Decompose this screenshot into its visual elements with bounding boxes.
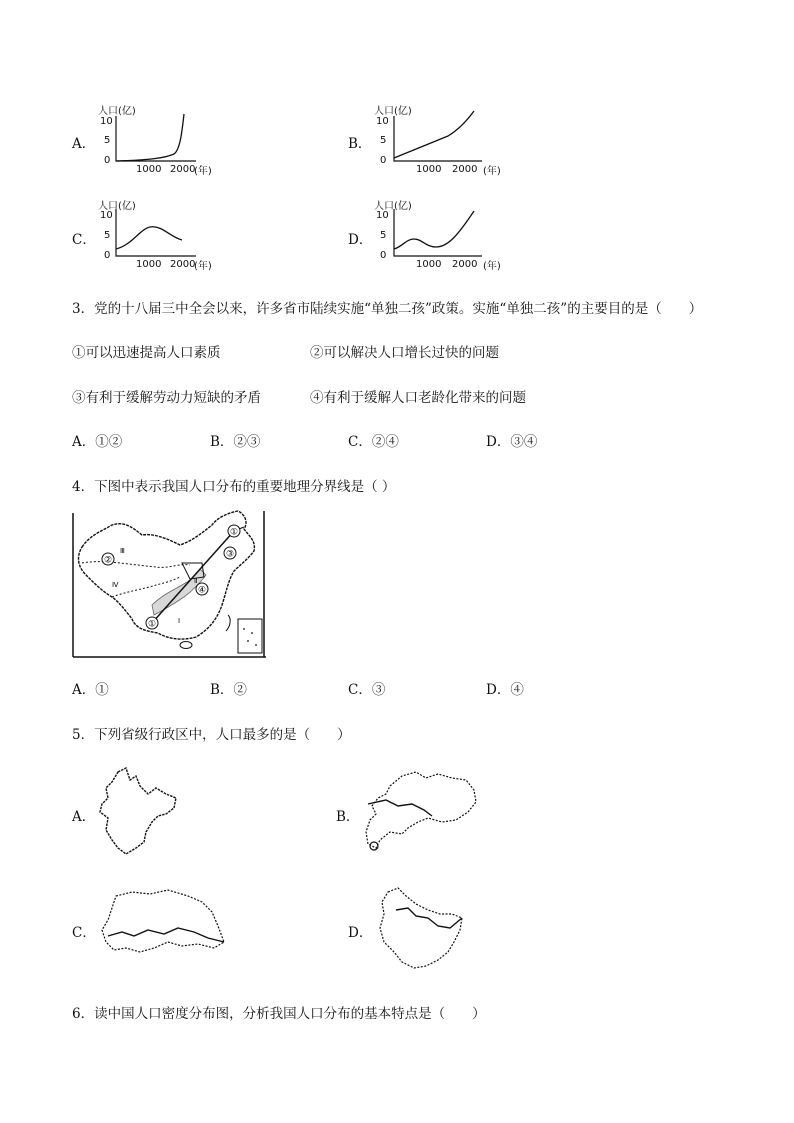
china-population-map <box>72 505 268 660</box>
region-label-4: Ⅳ <box>112 581 119 589</box>
y-tick: 10 <box>100 210 113 221</box>
y-tick: 0 <box>380 155 387 166</box>
x-tick: 2000 <box>170 259 196 270</box>
region-label-1: Ⅰ <box>178 617 181 625</box>
option-b[interactable]: B． <box>336 809 360 825</box>
option-label: B． <box>348 136 372 152</box>
option-label: C． <box>72 232 96 248</box>
option-a[interactable]: A．①② <box>72 434 123 450</box>
region-label-2: Ⅱ <box>194 577 198 585</box>
y-axis-label: 人口(亿) <box>374 106 412 117</box>
y-axis-label: 人口(亿) <box>98 106 136 117</box>
x-unit: (年) <box>194 166 212 177</box>
question-5-stem: 5．下列省级行政区中，人口最多的是（ ） <box>72 727 351 743</box>
y-tick: 10 <box>376 210 389 221</box>
x-tick: 1000 <box>416 164 442 175</box>
y-axis-label: 人口(亿) <box>98 201 136 212</box>
y-tick: 10 <box>100 116 113 127</box>
y-tick: 0 <box>104 155 111 166</box>
y-tick: 5 <box>380 230 387 241</box>
x-tick: 1000 <box>416 259 442 270</box>
map-label-1-top: ① <box>229 527 239 538</box>
x-tick: 1000 <box>136 259 162 270</box>
statement-3: ③有利于缓解劳动力短缺的矛盾 <box>72 390 261 406</box>
x-tick: 2000 <box>452 259 478 270</box>
statement-2: ②可以解决人口增长过快的问题 <box>310 345 499 361</box>
option-b[interactable]: B．②③ <box>210 434 261 450</box>
map-label-1-bottom: ① <box>147 619 157 630</box>
map-label-3: ③ <box>225 549 235 560</box>
option-a[interactable]: A．① <box>72 682 109 698</box>
province-outline-heilongjiang <box>374 884 470 974</box>
map-label-2: ② <box>103 555 113 566</box>
option-c[interactable]: C．③ <box>348 682 386 698</box>
option-d[interactable]: D． <box>348 925 373 941</box>
option-c[interactable]: C．②④ <box>348 434 399 450</box>
x-unit: (年) <box>483 166 501 177</box>
statement-4: ④有利于缓解人口老龄化带来的问题 <box>310 390 526 406</box>
x-unit: (年) <box>194 261 212 272</box>
y-tick: 0 <box>380 250 387 261</box>
province-outline-hubei <box>98 886 228 960</box>
y-tick: 5 <box>104 230 111 241</box>
question-4-stem: 4．下图中表示我国人口分布的重要地理分界线是（ ） <box>72 479 396 495</box>
option-a[interactable]: A． <box>72 809 96 825</box>
y-tick: 10 <box>376 116 389 127</box>
curve-plot <box>110 205 200 261</box>
x-unit: (年) <box>483 261 501 272</box>
option-label: D． <box>348 232 373 248</box>
x-tick: 2000 <box>170 164 196 175</box>
question-6-stem: 6．读中国人口密度分布图，分析我国人口分布的基本特点是（ ） <box>72 1006 486 1022</box>
statement-1: ①可以迅速提高人口素质 <box>72 345 221 361</box>
y-tick: 5 <box>104 135 111 146</box>
map-label-4: ④ <box>197 585 207 596</box>
option-d[interactable]: D．③④ <box>486 434 538 450</box>
y-tick: 5 <box>380 135 387 146</box>
province-outline-guangdong <box>362 768 482 860</box>
curve-plot <box>386 108 486 166</box>
question-3-stem: 3．党的十八届三中全会以来，许多省市陆续实施“单独二孩”政策。实施“单独二孩”的主要目的是（ ） <box>72 301 703 317</box>
curve-plot <box>110 112 200 166</box>
option-c[interactable]: C． <box>72 925 96 941</box>
region-label-3: Ⅲ <box>120 547 125 555</box>
y-tick: 0 <box>104 250 111 261</box>
option-b[interactable]: B．② <box>210 682 247 698</box>
curve-plot <box>386 205 486 261</box>
option-d[interactable]: D．④ <box>486 682 524 698</box>
province-outline-yunnan <box>96 764 182 860</box>
x-tick: 1000 <box>136 164 162 175</box>
option-label: A． <box>72 136 96 152</box>
y-axis-label: 人口(亿) <box>374 201 412 212</box>
x-tick: 2000 <box>452 164 478 175</box>
